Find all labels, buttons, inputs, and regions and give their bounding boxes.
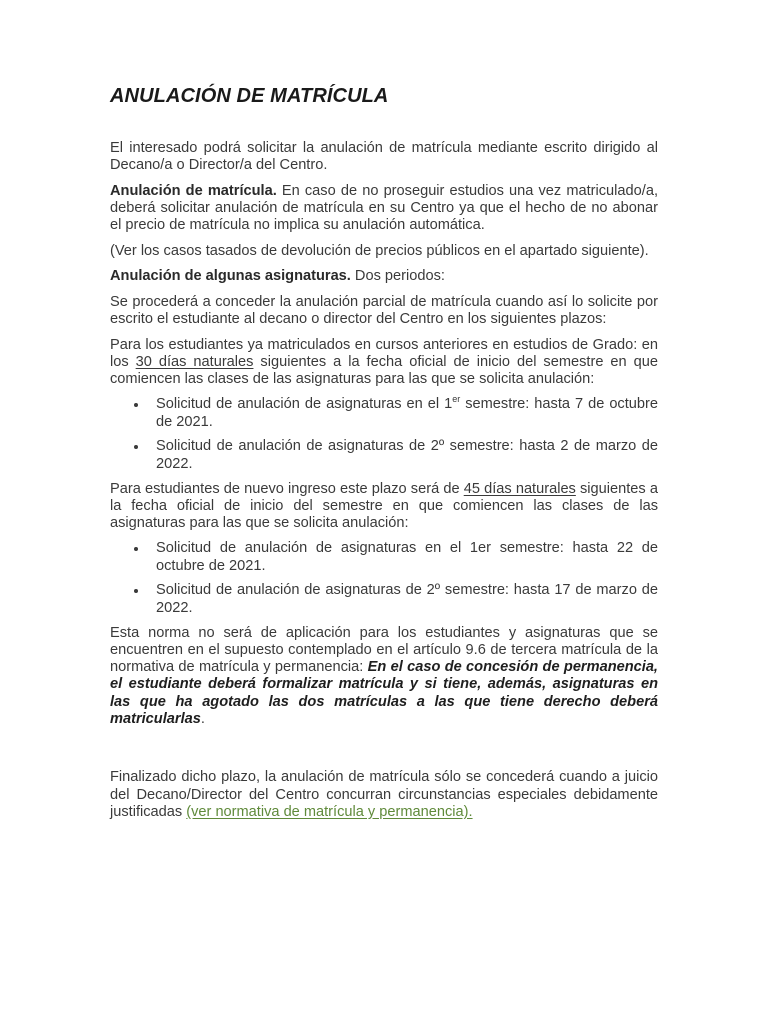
cancellation-paragraph [110,183,658,235]
refund-note: (Ver los casos tasados de devolución de precios públicos en el apartado siguiente). [110,242,649,259]
norma-text: Esta norma no será de aplicación para los estudiantes y asignaturas que se encuentren en el supuesto contemplado en el artículo 9.6 de tercera matrícula de la normativa de matrícula y permanencia: [110,624,658,676]
superscript: er [452,394,461,405]
regulations-link[interactable]: (ver normativa de matrícula y permanencia). [186,803,473,820]
new-deadline-days: 45 días naturales [463,480,576,497]
list-item: Solicitud de anulación de asignaturas en el 1er semestre: hasta 22 de octubre de 2021. [156,540,658,574]
cancellation-text: En caso de no proseguir estudios una vez matriculado/a, deberá solicitar anulación de matrícula en su Centro ya que el hecho de no abonar el precio de matrícula no implica su anulación automática. [110,182,658,234]
list-item: Solicitud de anulación de asignaturas en el 1er semestre: hasta 7 de octubre de 2021. [156,394,658,430]
new-students-paragraph [110,481,658,533]
new-students-list [110,540,658,616]
previous-students-list [110,396,658,472]
final-text: Finalizado dicho plazo, la anulación de matrícula sólo se concederá cuando a juicio del Decano/Director del Centro concurran circunstancias especiales debidamente justificadas [110,769,658,820]
partial-paragraph: Se procederá a conceder la anulación parcial de matrícula cuando así lo solicite por escrito el estudiante al decano o director del Centro en los siguientes plazos: [110,293,658,328]
list-item: Solicitud de anulación de asignaturas de 2º semestre: hasta 17 de marzo de 2022. [156,582,658,616]
cancellation-heading: Anulación de matrícula. [110,182,277,199]
previous-students-paragraph [110,337,658,389]
previous-text-after: siguientes a la fecha oficial de inicio del semestre en que comiencen las clases de las asignaturas para las que se solicita anulación: [110,353,658,388]
new-text-after: siguientes a la fecha oficial de inicio del semestre en que comiencen las clases de las asignaturas para las que se solicita anulación: [110,480,658,532]
norma-paragraph [110,625,658,728]
new-text-before: Para estudiantes de nuevo ingreso este plazo será de [110,480,464,497]
final-paragraph [110,769,658,821]
page-title: ANULACIÓN DE MATRÍCULA [110,85,389,107]
previous-text-before: Para los estudiantes ya matriculados en cursos anteriores en estudios de Grado: en los [110,336,658,370]
list-item: Solicitud de anulación de asignaturas de 2º semestre: hasta 2 de marzo de 2022. [156,438,658,472]
previous-deadline-days: 30 días naturales [135,353,254,370]
subjects-paragraph [110,268,658,285]
subjects-text: Dos periodos: [350,268,445,285]
document-page [110,84,658,829]
intro-paragraph: El interesado podrá solicitar la anulación de matrícula mediante escrito dirigido al Decano/a o Director/a del Centro. [110,140,658,174]
spacer [110,736,658,769]
norma-end: . [200,710,205,727]
norma-emphasis: En el caso de concesión de permanencia, el estudiante deberá formalizar matrícula y si tiene, además, asignaturas en las que ha agotado las dos matrículas a las que tiene derecho deberá matricularlas [110,659,658,727]
subjects-heading: Anulación de algunas asignaturas. [110,268,351,285]
